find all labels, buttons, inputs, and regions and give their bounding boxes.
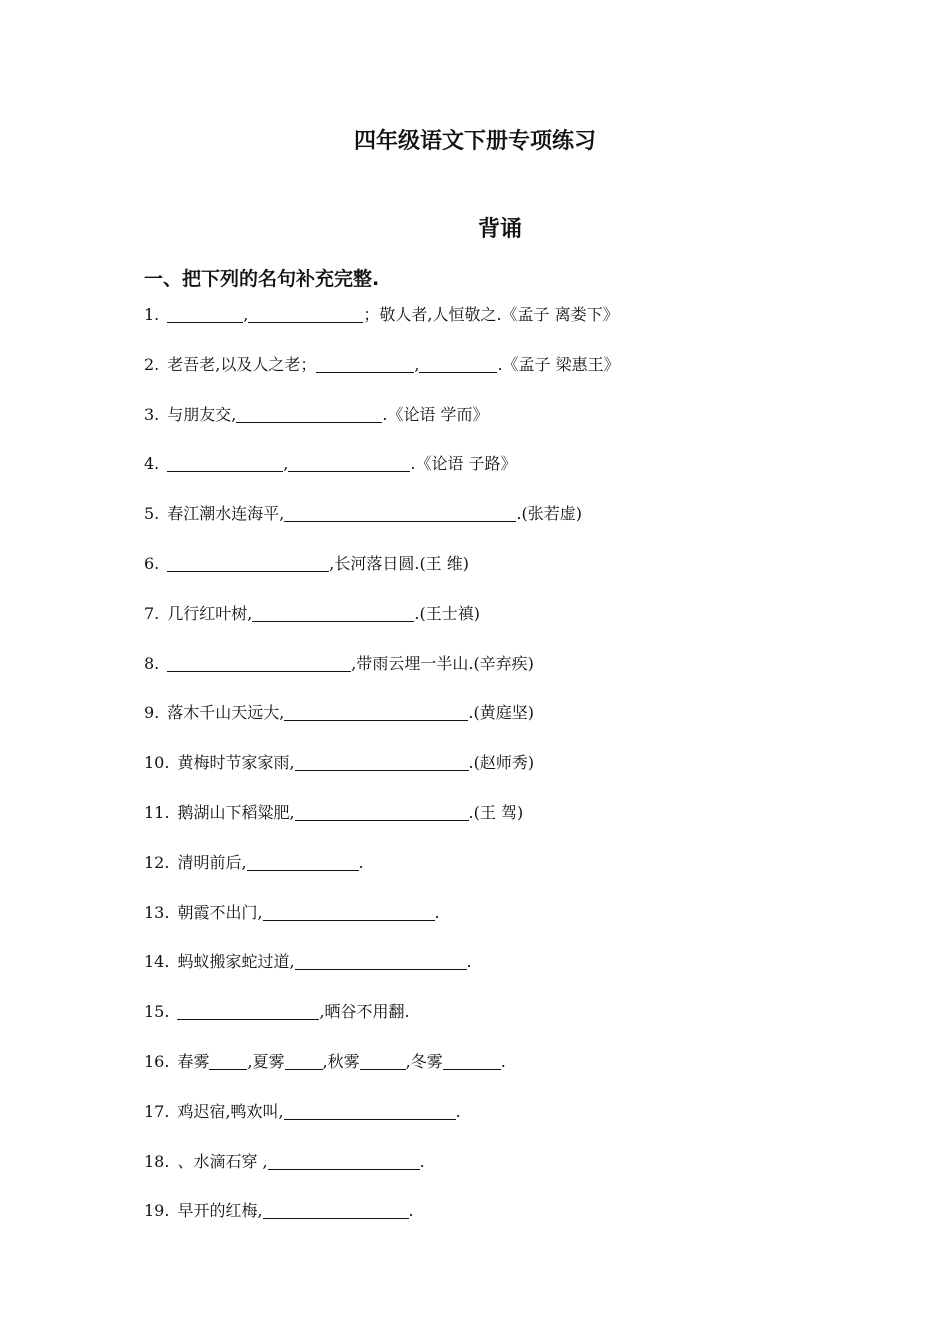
item-text: .(王 驾) bbox=[468, 802, 524, 822]
answer-blank[interactable] bbox=[263, 902, 435, 921]
answer-blank[interactable] bbox=[248, 304, 363, 323]
answer-blank[interactable] bbox=[263, 1200, 409, 1219]
item-text: ,长河落日圆.(王 维) bbox=[329, 553, 470, 573]
item-number: 7. bbox=[144, 603, 160, 623]
item-number: 14. bbox=[144, 952, 170, 972]
item-text: .《孟子 梁惠王》 bbox=[497, 354, 620, 374]
item-text: 早开的红梅, bbox=[177, 1201, 263, 1221]
answer-blank[interactable] bbox=[252, 603, 414, 622]
item-number: 2. bbox=[144, 354, 160, 374]
item-number: 9. bbox=[144, 703, 160, 723]
item-number: 1. bbox=[144, 305, 160, 324]
item-text: . bbox=[434, 902, 440, 922]
item-text: 与朋友交, bbox=[167, 404, 237, 424]
section-heading: 一、把下列的名句补充完整. bbox=[144, 268, 380, 290]
exercise-item bbox=[144, 1150, 844, 1200]
answer-blank[interactable] bbox=[236, 404, 382, 423]
item-text: 蚂蚁搬家蛇过道, bbox=[177, 952, 295, 972]
exercise-item bbox=[144, 652, 844, 702]
exercise-item bbox=[144, 1100, 844, 1150]
exercise-item bbox=[144, 801, 844, 851]
page-subtitle: 背诵 bbox=[477, 217, 522, 242]
answer-blank[interactable] bbox=[360, 1051, 406, 1070]
item-text: 春江潮水连海平, bbox=[167, 504, 285, 524]
answer-blank[interactable] bbox=[284, 503, 516, 522]
item-text: ,夏雾 bbox=[247, 1051, 285, 1071]
item-number: 15. bbox=[144, 1002, 170, 1022]
page-title: 四年级语文下册专项练习 bbox=[353, 129, 596, 154]
item-number: 17. bbox=[144, 1101, 170, 1121]
answer-blank[interactable] bbox=[177, 1001, 319, 1020]
item-text: , bbox=[414, 354, 420, 374]
exercise-item bbox=[144, 303, 844, 353]
item-text: , bbox=[283, 454, 289, 474]
item-number: 16. bbox=[144, 1051, 170, 1071]
answer-blank[interactable] bbox=[295, 752, 469, 771]
item-number: 3. bbox=[144, 404, 160, 424]
item-number: 5. bbox=[144, 504, 160, 524]
exercise-item bbox=[144, 851, 844, 901]
item-text: .(张若虚) bbox=[516, 504, 582, 524]
item-text: 、水滴石穿 , bbox=[177, 1151, 268, 1171]
answer-blank[interactable] bbox=[295, 951, 467, 970]
answer-blank[interactable] bbox=[167, 653, 351, 672]
item-number: 18. bbox=[144, 1151, 170, 1171]
exercise-item bbox=[144, 452, 844, 502]
item-text: 鹅湖山下稻粱肥, bbox=[177, 802, 295, 822]
item-number: 19. bbox=[144, 1201, 170, 1221]
item-text: . bbox=[408, 1201, 414, 1221]
item-number: 8. bbox=[144, 653, 160, 673]
item-number: 6. bbox=[144, 553, 160, 573]
item-number: 13. bbox=[144, 902, 170, 922]
answer-blank[interactable] bbox=[209, 1051, 247, 1070]
item-text: 清明前后, bbox=[177, 852, 247, 872]
item-number: 12. bbox=[144, 852, 170, 872]
item-text: ,冬雾 bbox=[405, 1051, 443, 1071]
item-text: 春雾 bbox=[177, 1051, 210, 1071]
item-text: 几行红叶树, bbox=[167, 603, 253, 623]
item-text: .《论语 子路》 bbox=[410, 454, 517, 474]
item-text: 朝霞不出门, bbox=[177, 902, 263, 922]
item-text: 鸡迟宿,鸭欢叫, bbox=[177, 1101, 284, 1121]
item-text: ；敬人者,人恒敬之.《孟子 离娄下》 bbox=[363, 305, 619, 324]
item-text: , bbox=[243, 305, 249, 324]
item-text: . bbox=[455, 1101, 461, 1121]
item-text: 老吾老,以及人之老； bbox=[167, 354, 317, 374]
exercise-item bbox=[144, 502, 844, 552]
answer-blank[interactable] bbox=[285, 1051, 323, 1070]
item-number: 4. bbox=[144, 454, 160, 474]
item-number: 10. bbox=[144, 753, 170, 773]
item-text: . bbox=[419, 1151, 425, 1171]
answer-blank[interactable] bbox=[295, 802, 469, 821]
exercise-item bbox=[144, 751, 844, 801]
item-text: .(赵师秀) bbox=[468, 753, 535, 773]
answer-blank[interactable] bbox=[284, 1101, 456, 1120]
answer-blank[interactable] bbox=[167, 304, 243, 323]
answer-blank[interactable] bbox=[288, 453, 410, 472]
answer-blank[interactable] bbox=[167, 553, 329, 572]
exercise-item bbox=[144, 701, 844, 751]
answer-blank[interactable] bbox=[167, 453, 283, 472]
exercise-item bbox=[144, 950, 844, 1000]
exercise-list bbox=[144, 303, 844, 1249]
answer-blank[interactable] bbox=[443, 1051, 501, 1070]
item-text: . bbox=[358, 852, 364, 872]
answer-blank[interactable] bbox=[247, 852, 359, 871]
answer-blank[interactable] bbox=[419, 354, 497, 373]
item-text: ,带雨云埋一半山.(辛弃疾) bbox=[351, 653, 534, 673]
exercise-item bbox=[144, 552, 844, 602]
answer-blank[interactable] bbox=[284, 702, 468, 721]
item-text: 落木千山天远大, bbox=[167, 703, 285, 723]
answer-blank[interactable] bbox=[316, 354, 414, 373]
exercise-item bbox=[144, 602, 844, 652]
exercise-item bbox=[144, 1000, 844, 1050]
item-text: ,晒谷不用翻. bbox=[319, 1002, 410, 1022]
exercise-item bbox=[144, 1199, 844, 1249]
item-text: .(王士禛) bbox=[414, 603, 480, 623]
exercise-item bbox=[144, 353, 844, 403]
item-text: . bbox=[466, 952, 472, 972]
exercise-item bbox=[144, 1050, 844, 1100]
exercise-item bbox=[144, 403, 844, 453]
item-number: 11. bbox=[144, 802, 170, 822]
item-text: ,秋雾 bbox=[322, 1051, 360, 1071]
item-text: 黄梅时节家家雨, bbox=[177, 753, 295, 773]
exercise-item bbox=[144, 901, 844, 951]
answer-blank[interactable] bbox=[268, 1151, 420, 1170]
item-text: .《论语 学而》 bbox=[382, 404, 489, 424]
item-text: .(黄庭坚) bbox=[468, 703, 534, 723]
item-text: . bbox=[500, 1051, 506, 1071]
